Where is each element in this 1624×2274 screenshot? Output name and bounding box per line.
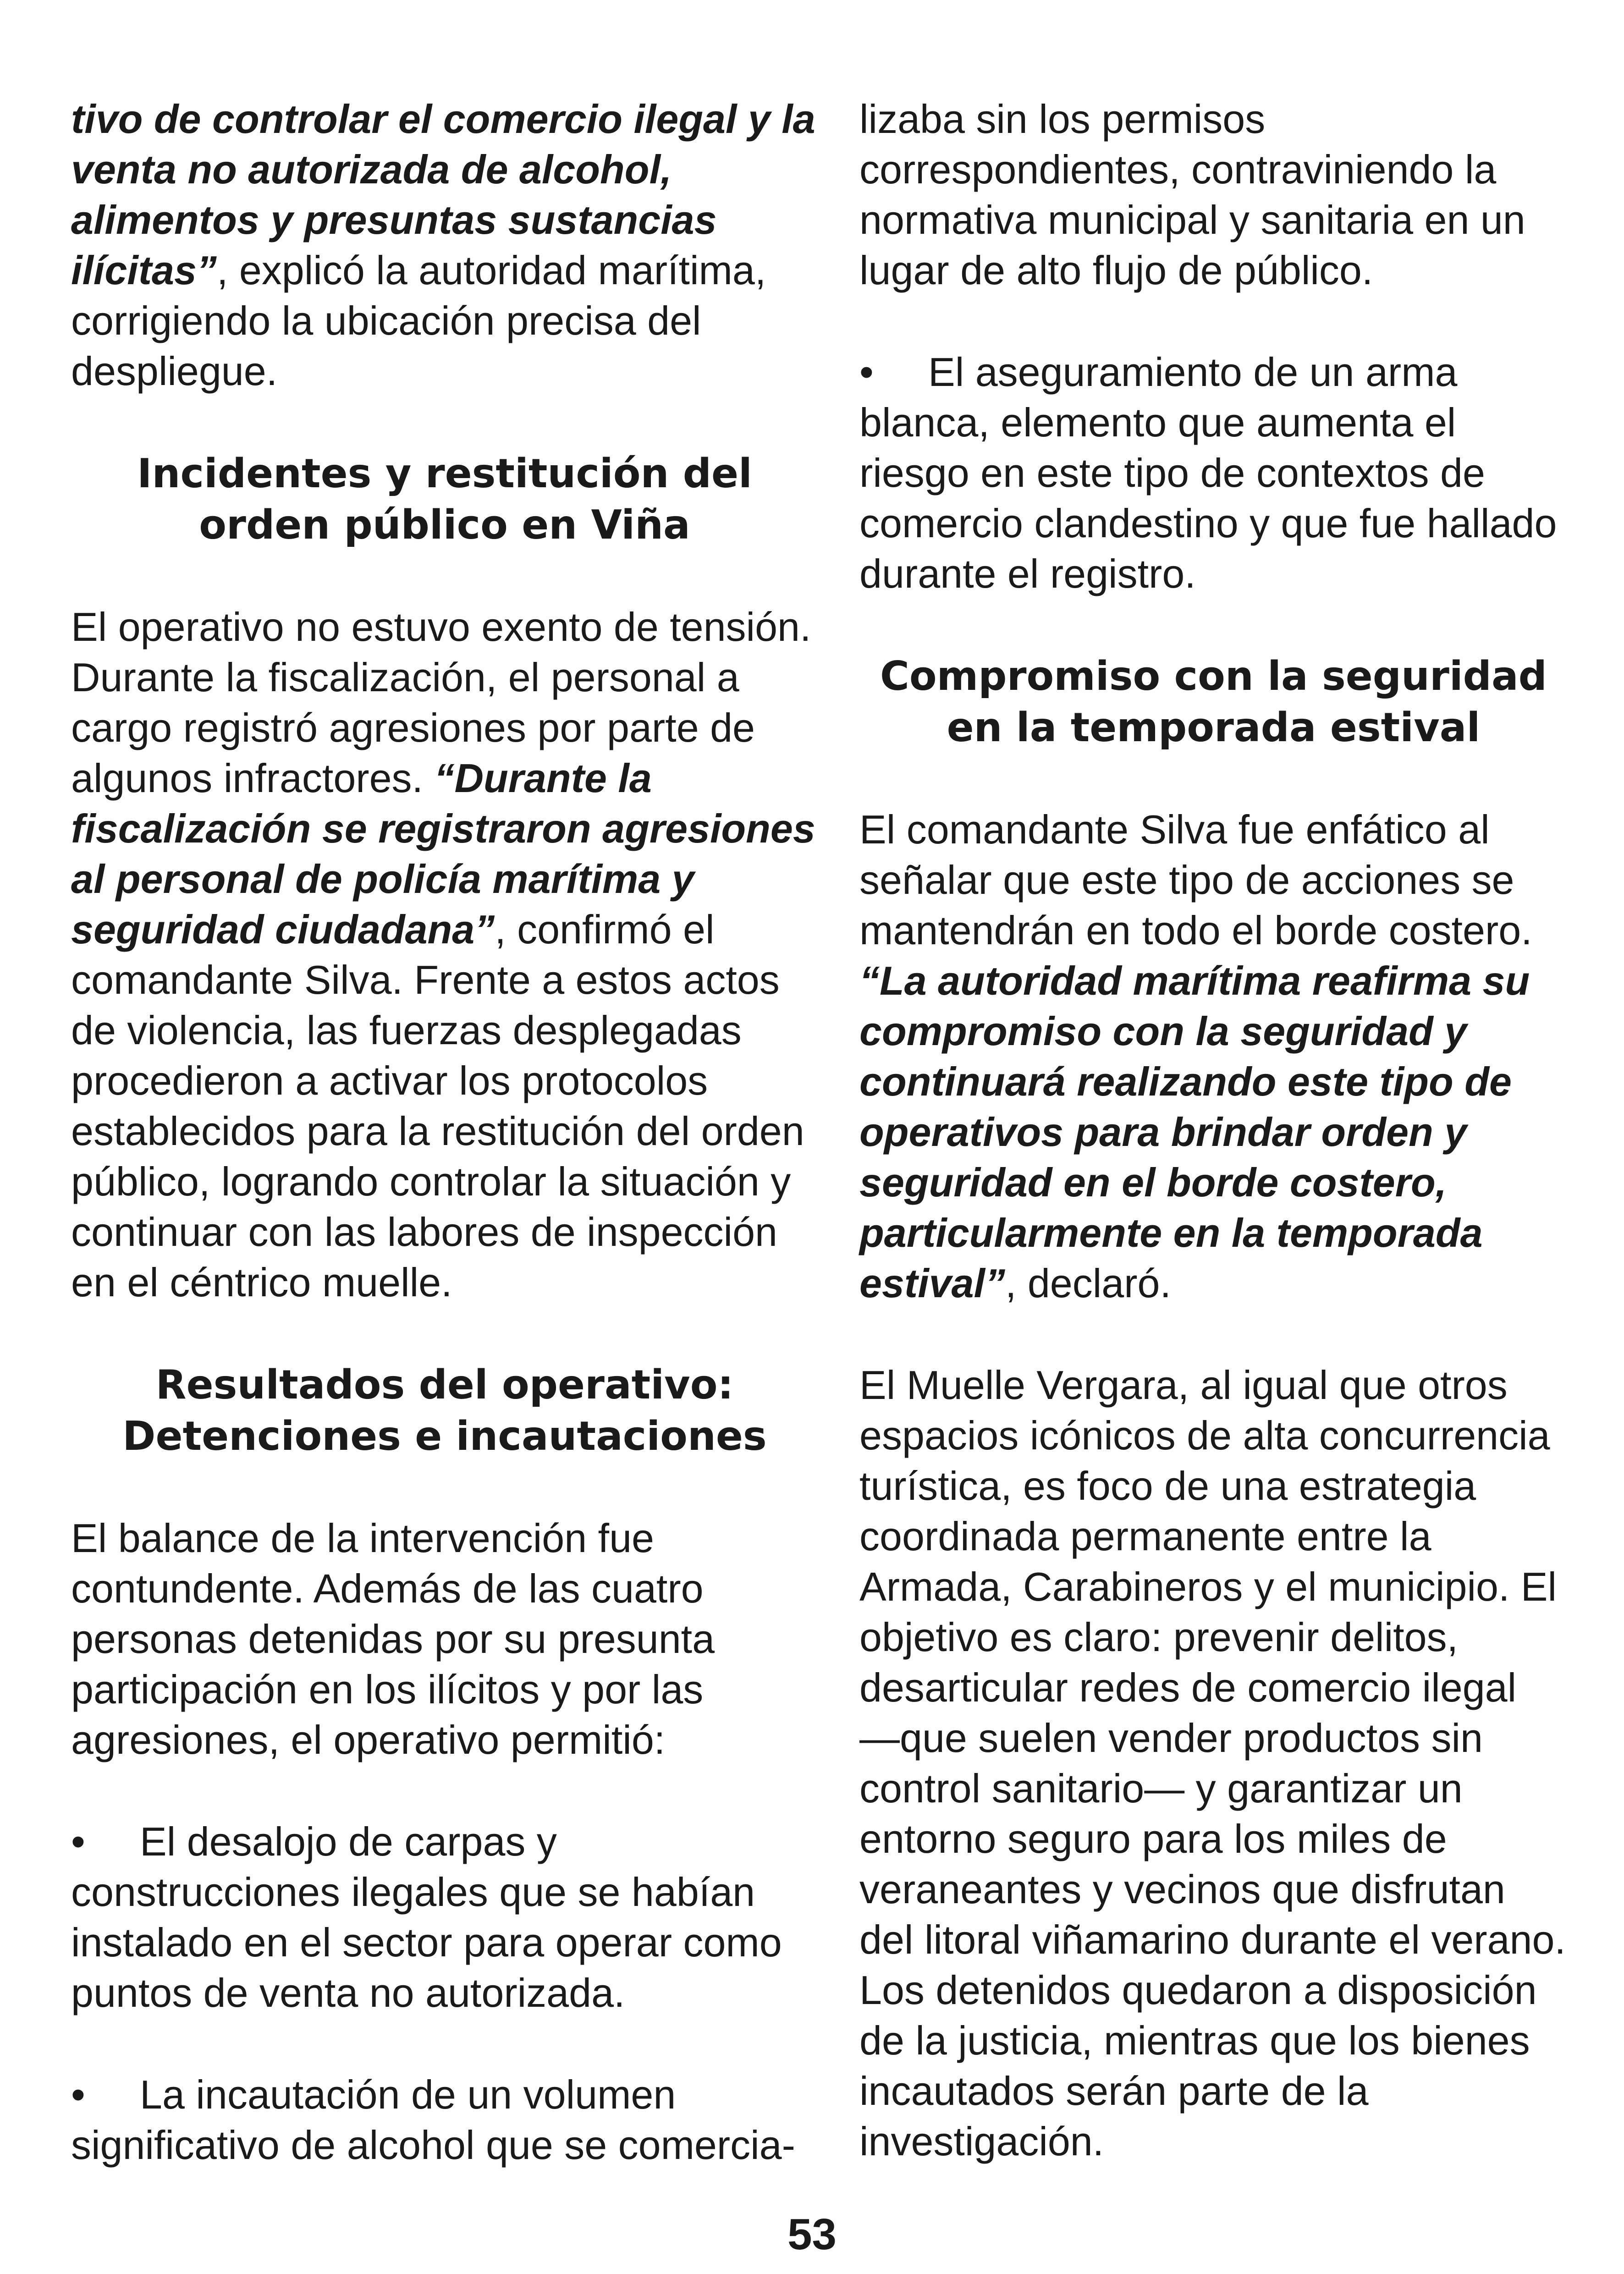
bullet-icon: • [71,2072,85,2117]
paragraph-text: El Muelle Vergara, al igual que otros espacios icónicos de alta concurrencia turística, es foco de una estrategia coordinada permanente entre la Armada, Carabineros y el municipio. El objetivo es claro: prevenir delitos, desarticular redes de comercio ilegal —que suelen vender productos sin control sanitario— y garantizar un entorno seguro para los miles de veraneantes y vecinos que disfrutan del litoral viñamarino durante el verano. Los detenidos quedaron a disposición de la justicia, mientras que los bienes incautados serán parte de la investigación. [859,1362,1566,2164]
paragraph [71,94,818,396]
list-item-text: La incautación de un volumen significativo de alcohol que se comercia- [71,2072,795,2168]
list-item [71,2070,818,2170]
paragraph-text: El comandante Silva fue enfático al señalar que este tipo de acciones se mantendrán en todo el borde costero. [859,807,1532,953]
paragraph-text: lizaba sin los permisos correspondientes, contraviniendo la normativa municipal y sanitaria en un lugar de alto flujo de público. [859,96,1525,293]
paragraph-text: , confirmó el comandante Silva. Frente a estos actos de violencia, las fuerzas desplegadas procedieron a activar los protocolos establecidos para la restitución del orden público, logrando controlar la situación y continuar con las labores de inspección en el céntrico muelle. [71,907,804,1305]
paragraph [859,94,1568,296]
bullet-icon: • [71,1819,85,1864]
paragraph [71,1513,818,1765]
list-item [859,347,1568,599]
paragraph-text: , explicó la autoridad marítima, corrigiendo la ubicación precisa del despliegue. [71,248,766,394]
paragraph-text: El balance de la intervención fue contundente. Además de las cuatro personas detenidas por su presunta participación en los ilícitos y por las agresiones, el operativo permitió: [71,1515,715,1762]
list-item-text: El aseguramiento de un arma blanca, elemento que aumenta el riesgo en este tipo de contextos de comercio clandestino y que fue hallado durante el registro. [859,349,1557,596]
list-item-text: El desalojo de carpas y construcciones ilegales que se habían instalado en el sector para operar como puntos de venta no autorizada. [71,1819,782,2015]
paragraph-text: El operativo no estuvo exento de tensión. Durante la fiscalización, el personal a cargo registró agresiones por parte de algunos infractores. [71,604,811,801]
bullet-icon: • [859,349,874,395]
right-column [859,94,1568,2218]
section-heading: Incidentes y restitución del orden público en Viña [137,450,752,548]
quote: tivo de controlar el comercio ilegal y la venta no autorizada de alcohol, alimentos y presuntas sustancias ilícitas” [71,96,815,293]
list-item [71,1817,818,2018]
paragraph [71,602,818,1308]
paragraph-text: , declaró. [1005,1261,1171,1306]
section-heading: Compromiso con la seguridad en la temporada estival [880,653,1547,751]
quote: “La autoridad marítima reafirma su compromiso con la seguridad y continuará realizando este tipo de operativos para brindar orden y seguridad en el borde costero, particularmente en la temporada estival” [859,958,1530,1306]
quote: “Durante la fiscalización se registraron agresiones al personal de policía marítima y seguridad ciudadana” [71,755,815,952]
left-column [71,94,818,2222]
section-heading: Resultados del operativo: Detenciones e incautaciones [122,1361,767,1459]
paragraph [859,1360,1568,2167]
paragraph [859,804,1568,1309]
page-number: 53 [787,2210,837,2259]
